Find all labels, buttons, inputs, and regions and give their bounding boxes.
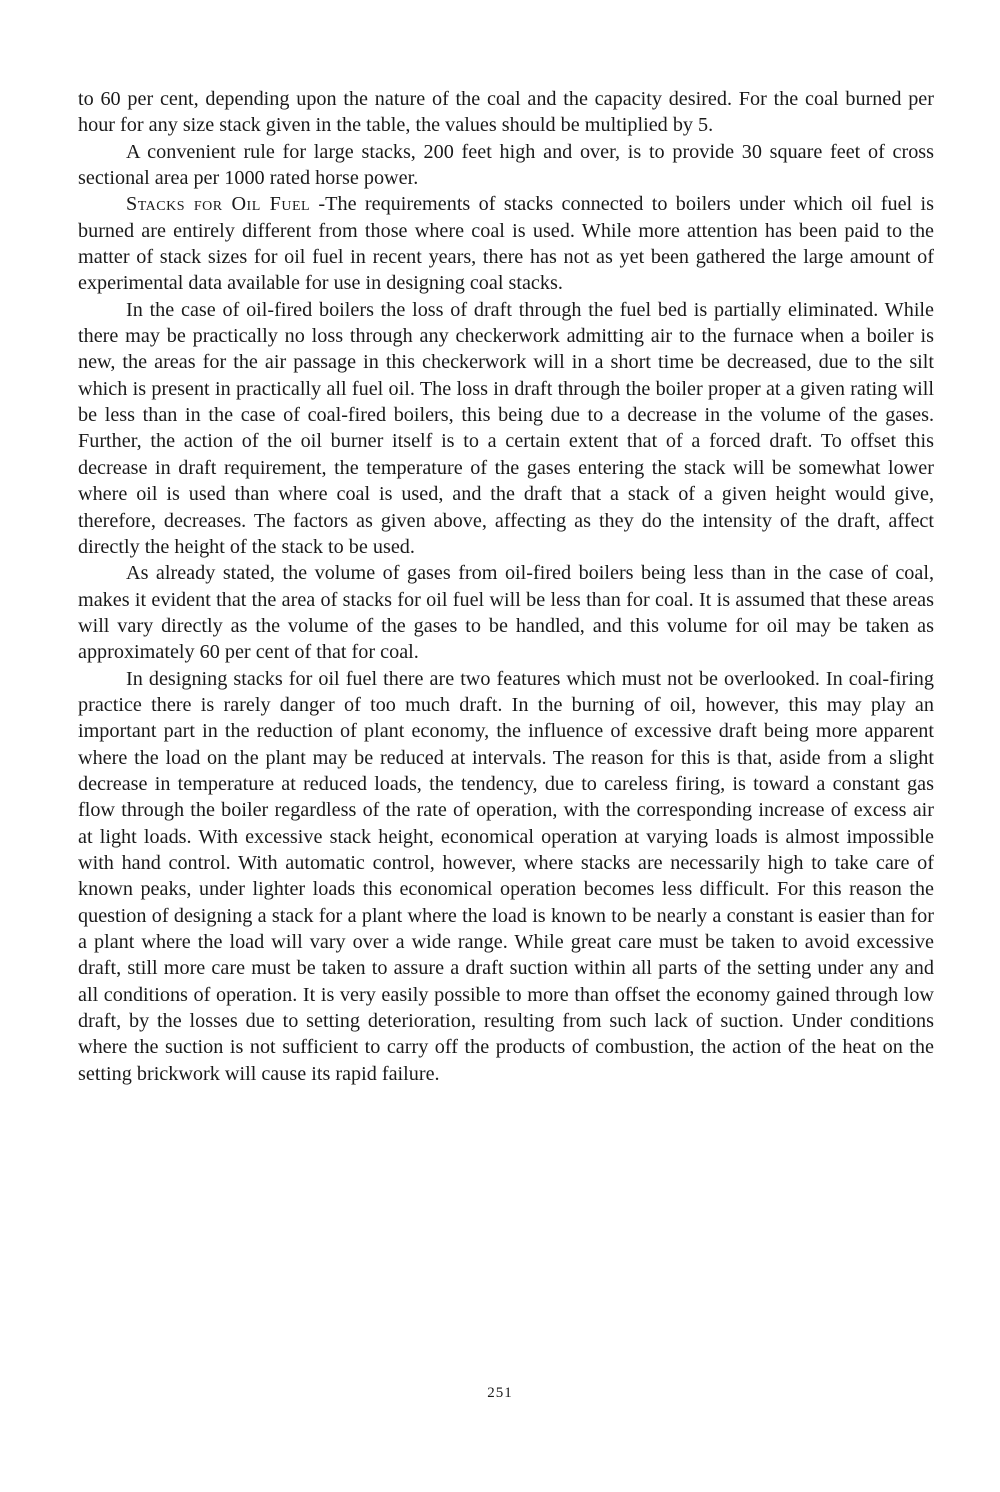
paragraph-gas-volume: As already stated, the volume of gases from oil-fired boilers being less than in the case of coal, makes it evident that the area of stacks for oil fuel will be less than for coal. It is assumed that these areas will vary directly as the volume of the gases to be handled, and this volume for oil may be taken as approximately 60 per cent of that for coal. [78, 562, 934, 664]
paragraph-continuation: to 60 per cent, depending upon the nature of the coal and the capacity desired. For the coal burned per hour for any size stack given in the table, the values should be multiplied by 5. [78, 88, 934, 137]
page-number: 251 [487, 1385, 513, 1401]
paragraph-large-stacks-rule: A convenient rule for large stacks, 200 feet high and over, is to provide 30 square feet of cross sectional area per 1000 rated horse power. [78, 140, 934, 190]
paragraph-oil-fired-draft: In the case of oil-fired boilers the loss of draft through the fuel bed is partially eliminated. While there may be practically no loss through any checkerwork admitting air to the furnace when a boiler is new, the areas for the air passage in this checkerwork will in a short time be decreased, due to the silt which is present in practically all fuel oil. The loss in draft through the boiler proper at a given rating will be less than in the case of coal-fired boilers, this being due to a decrease in the volume of the gases. Further, the action of the oil burner itself is to a certain extent that of a forced draft. To offset this decrease in draft requirement, the temperature of the gases entering the stack will be somewhat lower where oil is used than where coal is used, and the draft that a stack of a given height would give, therefore, decreases. The factors as given above, affecting as they do the intensity of the draft, affect directly the height of the stack to be used. [78, 298, 934, 558]
paragraph-stacks-for-oil-fuel [78, 191, 934, 296]
paragraph-design-features: In designing stacks for oil fuel there are two features which must not be overlooked. In coal-firing practice there is rarely danger of too much draft. In the burning of oil, however, this may play an important part in the reduction of plant economy, the influence of excessive draft being more apparent where the load on the plant may be reduced at intervals. The reason for this is that, aside from a slight decrease in temperature at reduced loads, the tendency, due to careless firing, is toward a constant gas flow through the boiler regardless of the rate of operation, with the corresponding increase of excess air at light loads. With excessive stack height, economical operation at varying loads is almost impossible with hand control. With automatic control, however, where stacks are necessarily high to take care of known peaks, under lighter loads this economical operation becomes less difficult. For this reason the question of designing a stack for a plant where the load is known to be nearly a constant is easier than for a plant where the load will vary over a wide range. While great care must be taken to avoid excessive draft, still more care must be taken to assure a draft suction within all parts of the setting under any and all conditions of operation. It is very easily possible to more than offset the economy gained through low draft, by the losses due to setting deterioration, resulting from such lack of suction. Under conditions where the suction is not sufficient to carry off the products of combustion, the action of the heat on the setting brickwork will cause its rapid failure. [78, 667, 934, 1085]
page-body [78, 86, 934, 1087]
section-heading: Stacks for Oil Fuel [126, 193, 311, 216]
paragraph-text: -The requirements of stacks connected to boilers under which oil fuel is burned are entirely different from those where coal is used. While more attention has been paid to the matter of stack sizes for oil fuel in recent years, there has not as yet been gathered the large amount of experimental data available for use in designing coal stacks. [78, 193, 934, 295]
